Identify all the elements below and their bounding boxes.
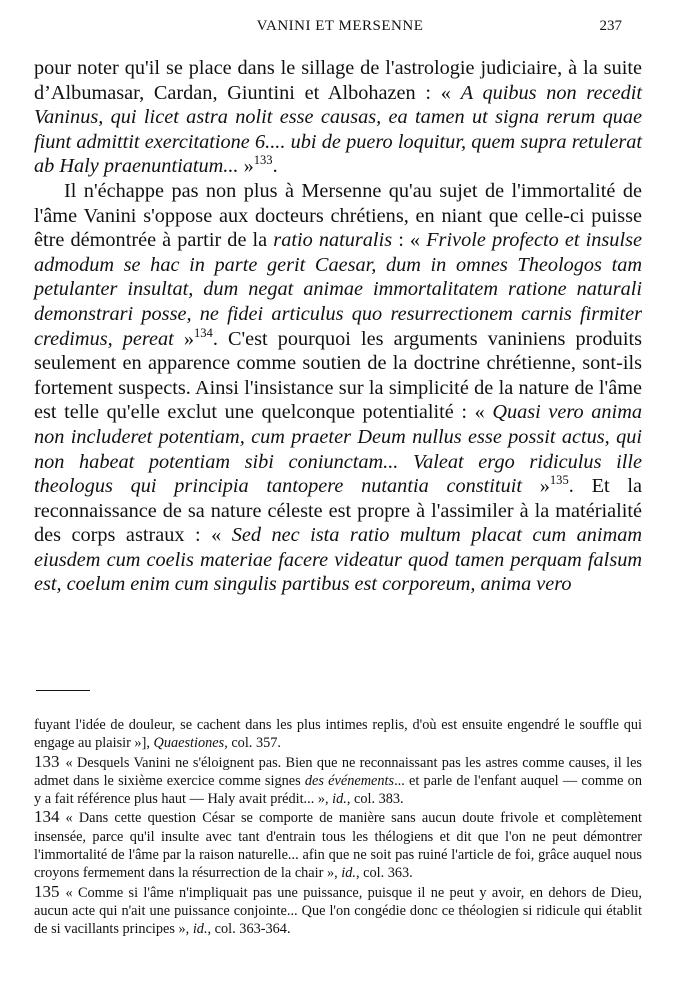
latin-quote: Sed nec ista ratio multum placat cum animam eiusdem cum coelis materiae facere videatur quod tamen perquam falsum est, coelum enim cum singulis partibus est corporeum, anima vero: [34, 524, 642, 596]
running-title: VANINI ET MERSENNE: [256, 18, 424, 34]
page-number: 237: [599, 18, 622, 34]
footnote-number: 135: [34, 881, 60, 901]
footnote-135: 135 « Comme si l'âme n'impliquait pas une puissance, puisque il ne peut y avoir, en dehors de Dieu, aucun acte qui n'ait une puissance conjointe... Que l'on congédie donc ce théologien si ridicule qui établit de si vacillants principes », id., col. 363-364.: [34, 881, 642, 938]
footnote-ref-135[interactable]: 135: [549, 473, 569, 488]
latin-term: ratio naturalis: [273, 229, 393, 252]
latin-quote: Quasi vero anima non includeret potentiam, cum praeter Deum nullus esse possit actus, qui non habeat potentiam sibi coniunctam... Valeat ergo ridiculus ille theologus qui principia tantopere nutantia constituit: [34, 401, 642, 498]
paragraph-1: pour noter qu'il se place dans le sillage de l'astrologie judiciaire, à la suite d’Albumasar, Cardan, Giuntini et Albohazen : « A quibus non recedit Vaninus, qui licet astra nolit esse causas, ea tamen ut signa rerum quae fiunt admittit exercitatione 6.... ubi de puero loquitur, quem supra retulerat ab Haly praenuntiatum... »$^{133}$.: [34, 57, 642, 178]
footnote-134: 134 « Dans cette question César se comporte de manière sans aucun doute frivole et complètement insensée, parce qu'il insulte avec tant d'entrain tous les thélogiens et dit que l'on ne peut démontrer l'immortalité de l'âme par la raison naturelle... afin que ne soit pas ruiné l'article de foi, grâce auquel nous croyons fermement dans la résurrection de la chair », id., col. 363.: [34, 807, 642, 882]
paragraph-2: Il n'échappe pas non plus à Mersenne qu'au sujet de l'immortalité de l'âme Vanini s'oppose aux docteurs chrétiens, en niant que celle-ci puisse être démontrée à partir de la ratio naturalis : « Frivole profecto et insulse admodum se hac in parte gerit Caesar, dum in omnes Theologos tam petulanter insultat, dum negat animae immortalitatem ratione naturali demonstrari posse, ne fidei articulus quo resurrectionem carnis firmiter credimus, pereat »$^{134}$. C'est pourquoi les arguments vaniniens produits seulement en apparence comme soutien de la doctrine chrétienne, sont-ils fortement suspects. Ainsi l'insistance sur la simplicité de la nature de l'âme est telle qu'elle exclut une quelconque potentialité : « Quasi vero anima non includeret potentiam, cum praeter Deum nullus esse possit actus, qui non habeat potentiam sibi coniunctam... Valeat ergo ridiculus ille theologus qui principia tantopere nutantia constituit »$^{135}$. Et la reconnaissance de sa nature céleste est propre à l'assimiler à la matérialité des corps astraux : « Sed nec ista ratio multum placat cum animam eiusdem cum coelis materiae facere videatur quod tamen perquam falsum est, coelum enim cum singulis partibus est corporeum, anima vero: [34, 179, 642, 596]
running-head: [34, 18, 646, 40]
footnote-separator: [36, 690, 90, 691]
footnote-number: 134: [34, 807, 60, 827]
footnote-number: 133: [34, 751, 60, 771]
footnote-133: 133 « Desquels Vanini ne s'éloignent pas. Bien que ne reconnaissant pas les astres comme causes, il les admet dans le sixième exercice comme signes des événements... et parle de l'enfant auquel — comme on y a fait référence plus haut — Haly avait prédit... », id., col. 383.: [34, 751, 642, 808]
latin-quote: A quibus non recedit Vaninus, qui licet astra nolit esse causas, ea tamen ut signa rerum quae fiunt admittit exercitatione 6.... ubi de puero loquitur, quem supra retulerat ab Haly praenuntiatum...: [34, 81, 642, 178]
footnote-ref-134[interactable]: 134: [193, 325, 213, 340]
footnote-continuation: fuyant l'idée de douleur, se cachent dans les plus intimes replis, d'où est ensuite engendré le souffle qui engage au plaisir »], Quaestiones, col. 357.: [34, 717, 642, 752]
footnote-ref-133[interactable]: 133: [253, 153, 273, 168]
latin-quote: Frivole profecto et insulse admodum se hac in parte gerit Caesar, dum in omnes Theologos tam petulanter insultat, dum negat animae immortalitatem ratione naturali demonstrari posse, ne fidei articulus quo resurrectionem carnis firmiter credimus, pereat: [34, 229, 642, 350]
footnotes: [34, 716, 642, 939]
main-text: [34, 56, 642, 597]
